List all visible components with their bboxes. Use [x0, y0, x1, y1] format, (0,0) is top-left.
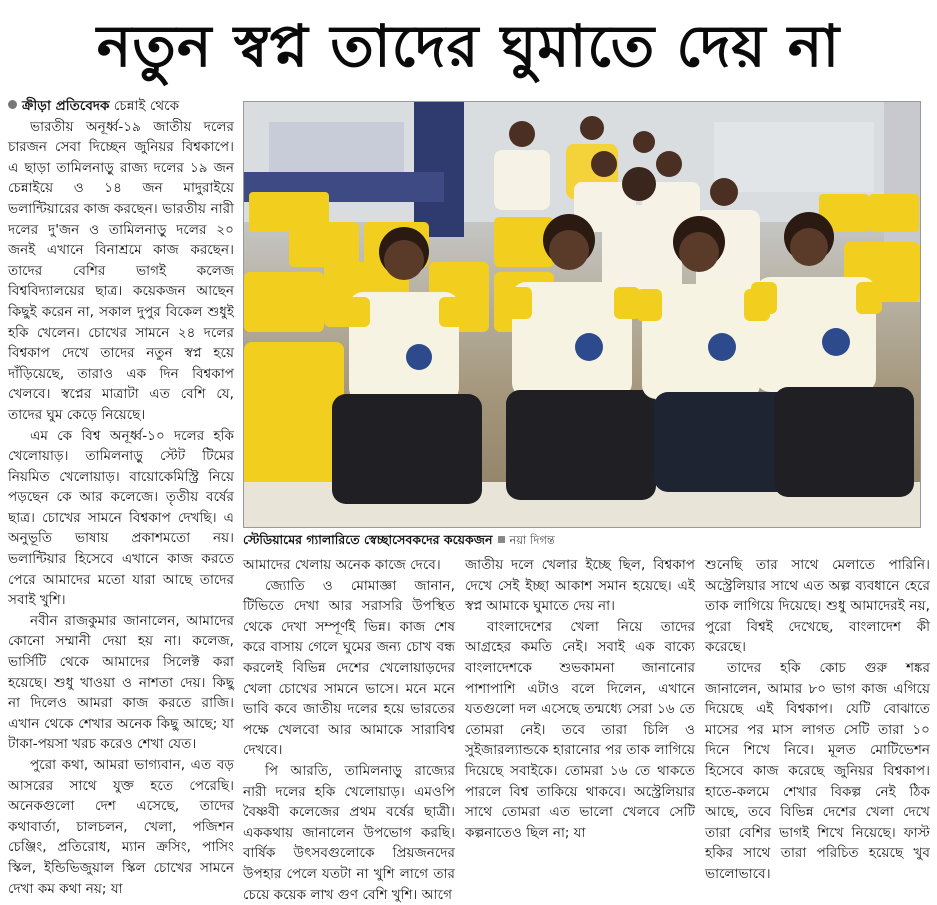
paragraph: তাদের হকি কোচ গুরু শঙ্কর জানালেন, আমার ৮০ ভাগ কাজ এগিয়ে দিয়েছে এই বিশ্বকাপ। যেটি বোঝাতে মাসের পর মাস লাগত সেটি তারা ১০ দিনে শিখে নিবে। মূলত মোটিভেশন হিসেবে কাজ করেছে জুনিয়র বিশ্বকাপ। হাতে-কলমে শেখার বিকল্প নেই ঠিক আছে, তবে বিভিন্ন দেশের খেলা দেখে তারা বেশির ভাগই শিখে নিয়েছে। ফাস্ট হকির সাথে তারা পরিচিত হয়েছে খুব ভালোভাবে।	[705, 659, 930, 882]
paragraph: পুরো কথা, আমরা ভাগ্যবান, এত বড় আসরের সাথে যুক্ত হতে পেরেছি। অনেকগুলো দেশ এসেছে, তাদের কথাবার্তা, চালচলন, খেলা, পজিশন চেঞ্জিং, প্রতিরোধ, ম্যান ক্রসিং, পাসিং স্কিল, ইন্ডিভিজুয়াল স্কিল চোখের সামনে দেখা কম কথা নয়; যা	[8, 757, 234, 897]
square-bullet-icon	[498, 536, 505, 543]
paragraph: এম কে বিশ্ব অনূর্ধ্ব-১০ দলের হকি খেলোয়াড়। তামিলনাড়ু স্টেট টিমের নিয়মিত খেলোয়াড়। বায়োকেমিস্ট্রি নিয়ে পড়ছেন কে আর কলেজে। তৃতীয় বর্ষের ছাত্র। চোখের সামনে বিশ্বকাপ দেখছি। এ অনুভূতি ভাষায় প্রকাশমতো নয়। ভলান্টিয়ার হিসেবে এখানে কাজ করতে পেরে আমাদের মতো যারা আছে তাদের সবাই খুশি।	[8, 427, 234, 609]
paragraph: জাতীয় দলে খেলার ইচ্ছে ছিল, বিশ্বকাপ দেখে সেই ইচ্ছা আকাশ সমান হয়েছে। এই স্বপ্ন আমাকে ঘুমাতে দেয় না।	[465, 557, 695, 615]
article-column-2	[243, 555, 455, 903]
photo-caption	[243, 530, 919, 550]
volunteers-photo-illustration	[244, 102, 920, 527]
paragraph: নবীন রাজকুমার জানালেন, আমাদের কোনো সম্মানী দেয়া হয় না। কলেজ, ভার্সিটি থেকে আমাদের সিলেক্ট করা হয়েছে। শুধু খাওয়া ও নাশতা দেয়। কিছু না দিলেও আমরা কাজ করতে রাজি। এখান থেকে শেখার অনেক কিছু আছে; যা টাকা-পয়সা খরচ করেও শেখা যেত।	[8, 612, 234, 753]
paragraph: বাংলাদেশের খেলা নিয়ে তাদের আগ্রহের কমতি নেই। সবাই এক বাক্যে বাংলাদেশকে শুভকামনা জানানোর পাশাপাশি এটাও বলে দিলেন, এখানে যতগুলো দল এসেছে তন্মধ্যে সেরা ১৬ তে তোমরা নেই। তবে তারা চিলি ও সুইজারল্যান্ডকে হারানোর পর তাক লাগিয়ে দিয়েছে সবাইকে। তোমরা ১৬ তে থাকতে পারলে বিশ্ব তাকিয়ে থাকবে। অস্ট্রেলিয়ার সাথে তোমরা এত ভালো খেলবে সেটি কল্পনাতেও ছিল না; যা	[465, 618, 695, 841]
bullet-icon	[8, 100, 17, 109]
dateline: চেন্নাই থেকে	[113, 98, 180, 114]
photo-credit: নয়া দিগন্ত	[509, 533, 555, 547]
article-column-4	[705, 555, 930, 882]
paragraph: জ্যোতি ও মোমাজ্ঞা জানান, টিভিতে দেখা আর সরাসরি উপস্থিত থেকে দেখা সম্পূর্ণই ভিন্ন। কাজ শেষ করে বাসায় গেলে ঘুমের জন্য চোখ বন্ধ করলেই বিভিন্ন দেশের খেলোয়াড়দের খেলা চোখের সামনে ভাসে। মনে মনে ভাবি কবে জাতীয় দলের হয়ে ভারতের পক্ষে খেলবো আর আমাকে সারাবিশ্ব দেখবে।	[243, 577, 455, 759]
headline: নতুন স্বপ্ন তাদের ঘুমাতে দেয় না	[96, 12, 841, 80]
paragraph: আমাদের খেলায় অনেক কাজে দেবে।	[243, 557, 441, 573]
reporter-name: ক্রীড়া প্রতিবেদক	[22, 98, 110, 114]
article-photo	[243, 101, 921, 528]
caption-text: স্টেডিয়ামের গ্যালারিতে স্বেচ্ছাসেবকদের কয়েকজন	[243, 532, 493, 547]
paragraph: ভারতীয় অনূর্ধ্ব-১৯ জাতীয় দলের চারজন সেবা দিচ্ছেন জুনিয়র বিশ্বকাপে। এ ছাড়া তামিলনাড়ু রাজ্য দলের ১৯ জন চেন্নাইয়ে ও ১৪ জন মাদুরাইয়ে ভলান্টিয়ারের কাজ করছেন। ভারতীয় নারী দলের দু'জন ও তামিলনাড়ু দলের ২০ জনই এখানে বিনাশ্রমে কাজ করছেন। তাদের বেশির ভাগই কলেজ বিশ্ববিদ্যালয়ের ছাত্র। কয়েকজন আছেন কিছুই করেন না, সকাল দুপুর বিকেল শুধুই হকি খেলেন। চোখের সামনে ২৪ দলের বিশ্বকাপ দেখে তাদের নতুন স্বপ্ন হয়ে দাঁড়িয়েছে, তারাও এক দিন বিশ্বকাপ খেলবে। স্বপ্নের মাত্রাটা এত বেশি যে, তাদের ঘুম কেড়ে নিয়েছে।	[8, 118, 234, 423]
article-column-3	[465, 555, 695, 861]
article-column-1	[8, 96, 234, 897]
byline	[8, 96, 234, 117]
paragraph: পি আরতি, তামিলনাড়ু রাজ্যের নারী দলের হকি খেলোয়াড়। এমওপি বৈষ্ণবী কলেজের প্রথম বর্ষের ছাত্রী। এককথায় জানালেন উপভোগ করছি। বার্ষিক উৎসবগুলোকে প্রিয়জনদের উপহার পেলে যতটা না খুশি লাগে তার চেয়ে কয়েক লাখ গুণ বেশি খুশি। আগে	[243, 762, 455, 903]
paragraph: শুনেছি তার সাথে মেলাতে পারিনি। অস্ট্রেলিয়ার সাথে এত অল্প ব্যবধানে হেরে তাক লাগিয়ে দিয়েছে। শুধু আমাদেরই নয়, পুরো বিশ্বই দেখেছে, বাংলাদেশ কী করেছে।	[705, 557, 930, 656]
